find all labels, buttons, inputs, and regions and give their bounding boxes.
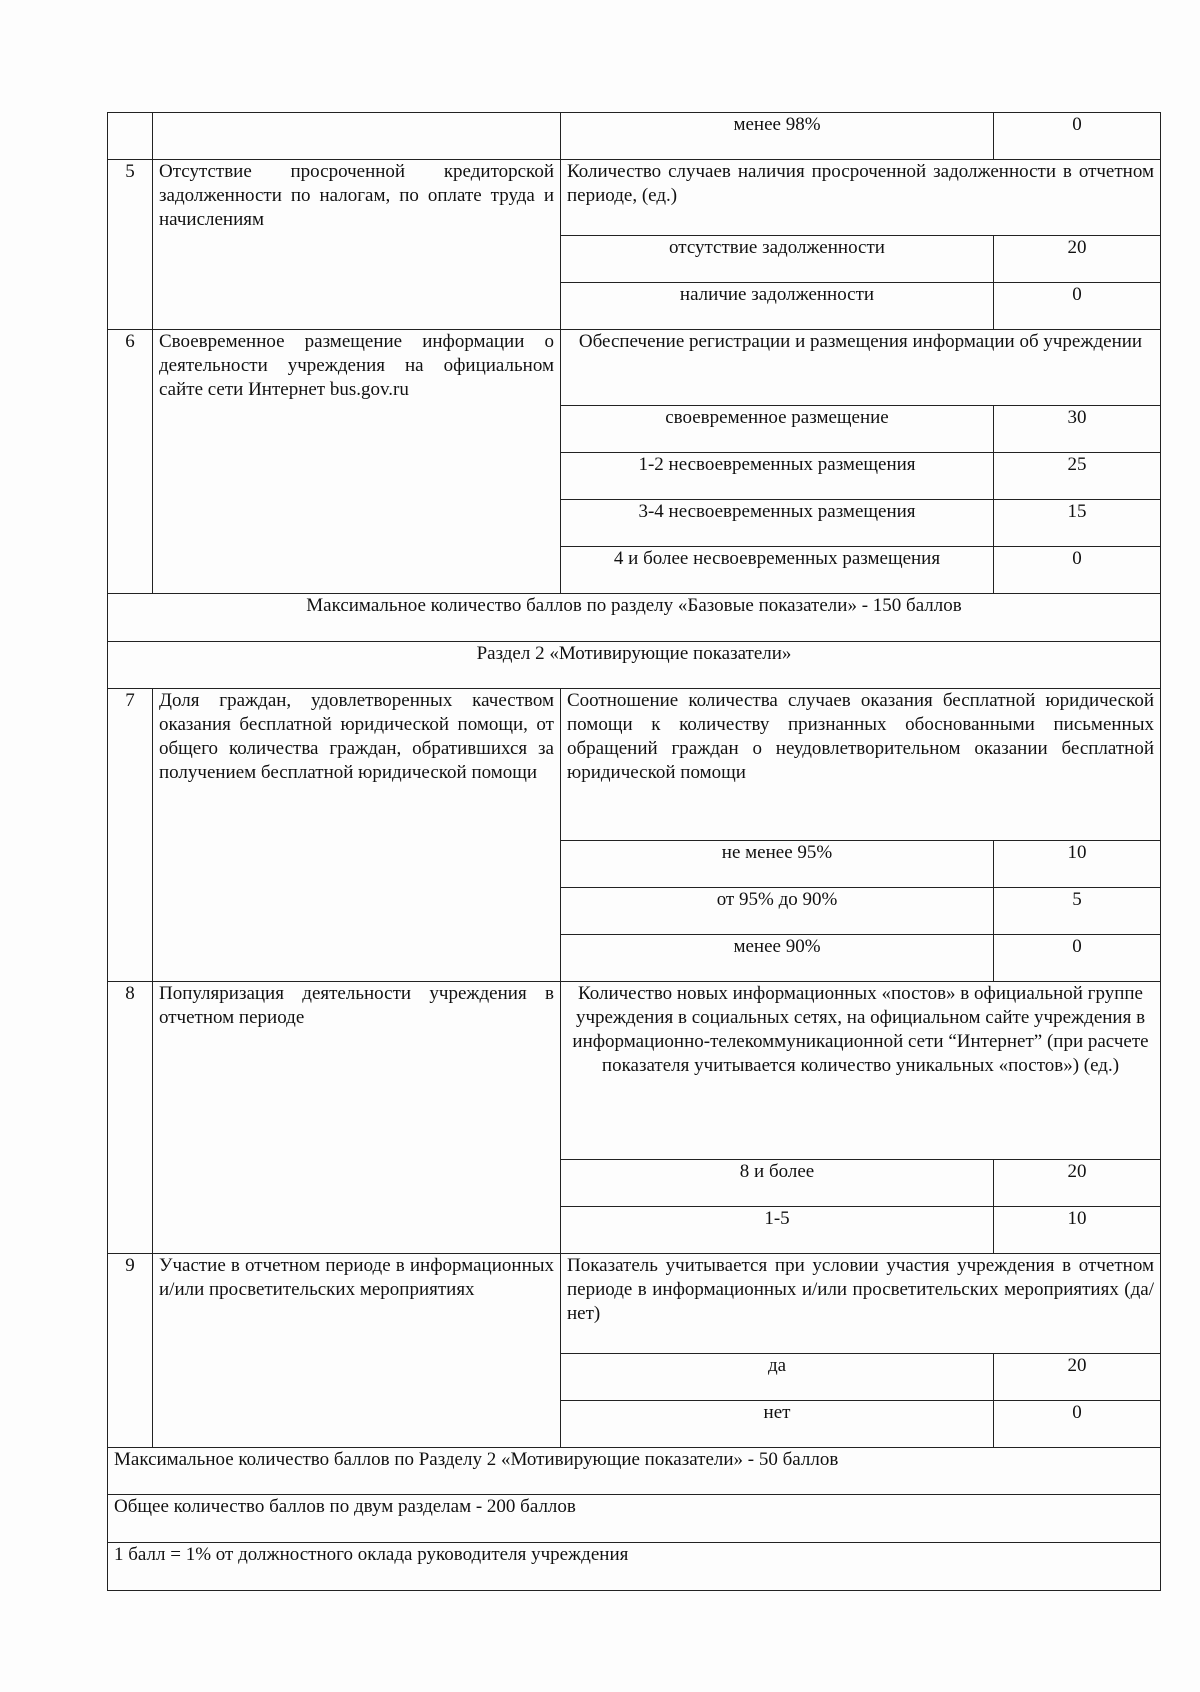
criterion-cell: Своевременное размещение информации о деятельности учреждения на официальном сайте сети Интернет bus.gov.ru [153,330,561,594]
option-points: 5 [994,888,1161,935]
criterion-cell: Популяризация деятельности учреждения в отчетном периоде [153,982,561,1254]
option-label: 4 и более несвоевременных размещения [561,547,994,594]
indicator-cell: Обеспечение регистрации и размещения информации об учреждении [561,330,1161,406]
table-row [108,642,1161,689]
row-number: 8 [108,982,153,1254]
option-label: 8 и более [561,1160,994,1207]
option-points: 10 [994,1207,1161,1254]
option-points: 0 [994,1401,1161,1448]
option-points: 25 [994,453,1161,500]
option-points: 15 [994,500,1161,547]
row-number: 9 [108,1254,153,1448]
table-row [108,330,1161,406]
option-points: 0 [994,283,1161,330]
total-score: Общее количество баллов по двум разделам - 200 баллов [108,1495,1161,1543]
option-points: 30 [994,406,1161,453]
option-points: 10 [994,841,1161,888]
option-label: своевременное размещение [561,406,994,453]
option-label: 1-2 несвоевременных размещения [561,453,994,500]
option-label: нет [561,1401,994,1448]
option-label: не менее 95% [561,841,994,888]
table-row [108,1254,1161,1354]
criterion-cell: Участие в отчетном периоде в информационных и/или просветительских мероприятиях [153,1254,561,1448]
table-row [108,1495,1161,1543]
table-row [108,982,1161,1160]
table-row [108,1448,1161,1495]
indicator-cell: Количество случаев наличия просроченной задолженности в отчетном периоде, (ед.) [561,160,1161,236]
section2-max-score: Максимальное количество баллов по Разделу 2 «Мотивирующие показатели» - 50 баллов [108,1448,1161,1495]
indicator-cell: Количество новых информационных «постов» в официальной группе учреждения в социальных сетях, на официальном сайте учреждения в информационно-телекоммуникационной сети “Интернет” (при расчете показателя учитывается количество уникальных «постов») (ед.) [561,982,1161,1160]
row-number: 5 [108,160,153,330]
table-row [108,1543,1161,1591]
option-label: от 95% до 90% [561,888,994,935]
option-label: 3-4 несвоевременных размещения [561,500,994,547]
table-row [108,594,1161,642]
criterion-cell: Отсутствие просроченной кредиторской задолженности по налогам, по оплате труда и начислениям [153,160,561,330]
option-points: 0 [994,547,1161,594]
table-row [108,160,1161,236]
option-points: 20 [994,236,1161,283]
indicator-cell: Соотношение количества случаев оказания бесплатной юридической помощи к количеству признанных обоснованными письменных обращений граждан о неудовлетворительном оказании бесплатной юридической помощи [561,689,1161,841]
table-row [108,113,1161,160]
scoring-table [107,112,1161,1591]
point-value-note: 1 балл = 1% от должностного оклада руководителя учреждения [108,1543,1161,1591]
table-row [108,689,1161,841]
option-points: 0 [994,113,1161,160]
option-label: да [561,1354,994,1401]
option-label: отсутствие задолженности [561,236,994,283]
indicator-cell: Показатель учитывается при условии участия учреждения в отчетном периоде в информационных и/или просветительских мероприятиях (да/нет) [561,1254,1161,1354]
criterion-cell: Доля граждан, удовлетворенных качеством оказания бесплатной юридической помощи, от общего количества граждан, обратившихся за получением бесплатной юридической помощи [153,689,561,982]
option-label: менее 90% [561,935,994,982]
option-label: наличие задолженности [561,283,994,330]
section2-heading: Раздел 2 «Мотивирующие показатели» [108,642,1161,689]
row-number: 6 [108,330,153,594]
option-label: менее 98% [561,113,994,160]
section1-max-score: Максимальное количество баллов по разделу «Базовые показатели» - 150 баллов [108,594,1161,642]
option-points: 20 [994,1160,1161,1207]
option-points: 0 [994,935,1161,982]
option-label: 1-5 [561,1207,994,1254]
option-points: 20 [994,1354,1161,1401]
row-number: 7 [108,689,153,982]
